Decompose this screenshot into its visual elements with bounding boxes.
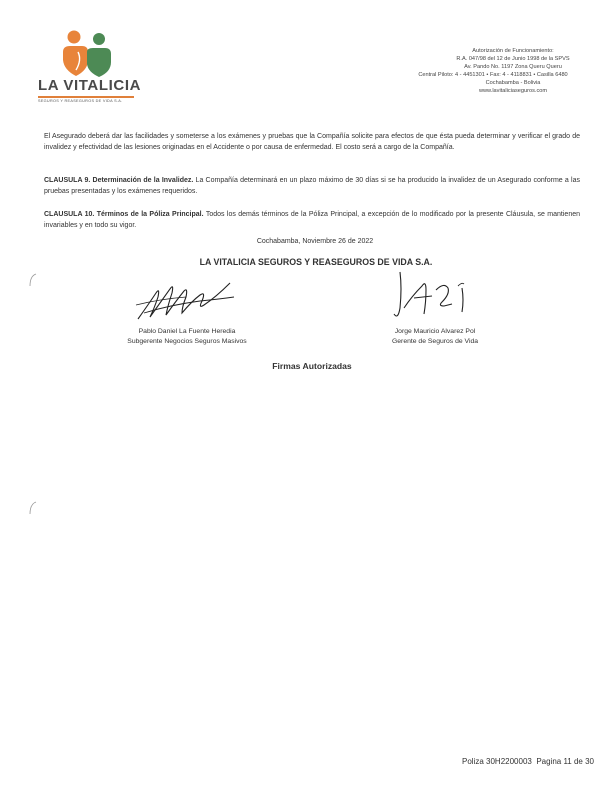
company-logo (38, 30, 140, 102)
clause-9-heading: CLAUSULA 9. Determinación de la Invalidez. (44, 177, 194, 184)
info-line: Av. Pando No. 1197 Zona Queru Queru (464, 64, 562, 70)
logo-subtitle: SEGUROS Y REASEGUROS DE VIDA S.A. (38, 99, 123, 103)
page-number: Pagina 11 de 30 (536, 757, 594, 766)
clause-10-heading: CLAUSULA 10. Términos de la Póliza Principal. (44, 211, 204, 218)
policy-number: Poliza 30H2200003 (462, 757, 532, 766)
logo-people-icon (60, 30, 120, 78)
company-info-block (388, 47, 588, 95)
clause-10 (44, 210, 580, 231)
signer-name: Pablo Daniel La Fuente Heredia (138, 328, 236, 335)
margin-mark (28, 272, 38, 288)
signer-2 (360, 327, 510, 347)
clause-10-text: Todos los demás términos de la Póliza Principal, a excepción de lo modificado por la presente Cláusula, se mantienen invariables y en todo su vigor. (44, 211, 580, 229)
page-footer (462, 757, 594, 766)
margin-mark (28, 500, 38, 516)
signer-title: Subgerente Negocios Seguros Masivos (127, 338, 247, 345)
clause-9 (44, 176, 580, 197)
place-and-date: Cochabamba, Noviembre 26 de 2022 (256, 238, 374, 245)
signer-name: Jorge Mauricio Alvarez Pol (394, 328, 476, 335)
signature-2 (392, 268, 482, 324)
info-line: Cochabamba - Bolivia (485, 80, 541, 86)
signature-1 (130, 275, 240, 325)
paragraph-examinations: El Asegurado deberá dar las facilidades y someterse a los exámenes y pruebas que la Compañía solicite para efectos de que ésta pueda determinar y verificar el grado de invalidez y efectividad de las lesiones originadas en el Accidente o por causa de enfermedad. El costo será a cargo de la Compañía. (44, 133, 580, 151)
company-name: LA VITALICIA SEGUROS Y REASEGUROS DE VIDA S.A. (199, 257, 433, 267)
logo-rule (38, 96, 134, 98)
info-line: Autorización de Funcionamiento: (472, 48, 554, 54)
info-line: R.A. 047/98 del 12 de Junio 1998 de la SPVS (456, 56, 570, 62)
signer-title: Gerente de Seguros de Vida (391, 338, 479, 345)
signer-1 (112, 327, 262, 347)
logo-title: LA VITALICIA (38, 77, 142, 94)
info-line: Central Piloto: 4 - 4451301 • Fax: 4 - 4118831 • Casilla 6480 (418, 72, 568, 78)
clause-9-text: La Compañía determinará en un plazo máximo de 30 días si se ha producido la invalidez de un Asegurado conforme a las pruebas presentadas y los exámenes requeridos. (44, 177, 580, 195)
info-line: www.lavitaliciaseguros.com (478, 88, 548, 94)
authorized-signatures-label: Firmas Autorizadas (272, 361, 352, 371)
